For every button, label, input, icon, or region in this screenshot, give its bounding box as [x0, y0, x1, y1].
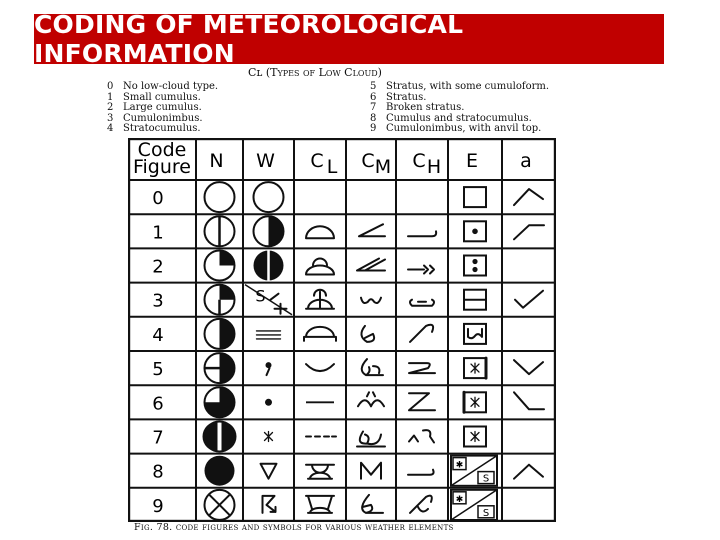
altocumulus-double-icon	[357, 432, 385, 447]
cloud-type-item	[107, 124, 218, 135]
sky-cover-icon	[205, 285, 235, 315]
ground-snow-icon	[471, 363, 479, 373]
ground-snow-cover-box	[451, 490, 497, 520]
weather-symbols-table	[128, 138, 556, 522]
page-title: CODING OF METEOROLOGICAL INFORMATION	[34, 10, 464, 68]
cumulus-stratocumulus-icon	[306, 465, 334, 479]
cloud-type-code: 5	[370, 81, 377, 92]
cirrostratus-partial-icon	[408, 470, 434, 475]
cloud-type-item	[107, 82, 218, 93]
altocumulus-bands-icon	[362, 359, 383, 375]
ground-snow-mark: ✱	[455, 494, 464, 505]
cumulonimbus-anvil-icon	[306, 496, 334, 513]
cloud-type-code: 4	[107, 123, 114, 135]
weather-partly-cloudy-fill	[269, 216, 284, 246]
code-number: 4	[152, 324, 164, 346]
snow-icon	[265, 432, 273, 442]
cloud-type-description: Large cumulus.	[123, 102, 202, 114]
cloud-type-description: Stratus, with some cumuloform.	[386, 81, 550, 92]
code-number: 5	[152, 359, 164, 381]
cirrus-filaments-icon	[408, 231, 436, 236]
cloud-type-item	[370, 124, 549, 135]
cumulonimbus-icon	[306, 290, 334, 309]
cloud-type-description: Broken stratus.	[386, 102, 465, 114]
drizzle-icon	[266, 362, 272, 368]
cloud-type-code: 9	[370, 123, 377, 135]
table-border	[129, 139, 555, 521]
cloud-type-description: Cumulus and stratocumulus.	[386, 112, 532, 124]
cloud-type-description: Cumulonimbus.	[123, 112, 203, 124]
sky-cover-icon	[203, 422, 237, 452]
stratocumulus-icon	[304, 327, 336, 341]
altocumulus-cumuliform-icon	[358, 392, 384, 406]
thunderstorm-icon	[263, 496, 276, 513]
cirrus-anvil-icon	[410, 300, 434, 306]
cirrus-hooked-icon	[410, 325, 433, 342]
cloud-type-code: 0	[107, 81, 114, 92]
cloud-type-code: 6	[370, 91, 377, 103]
column-header: C	[310, 150, 324, 172]
code-number: 9	[152, 495, 164, 517]
drizzle-tail-icon	[267, 368, 270, 375]
sky-cover-icon	[205, 216, 235, 246]
ground-glaze-icon	[468, 329, 482, 338]
altocumulus-thin-icon	[361, 298, 381, 303]
ground-state-icon	[464, 256, 486, 276]
cumulus-large-icon	[306, 259, 334, 275]
tendency-rising-falling-icon	[514, 189, 543, 205]
cloud-type-code: 7	[370, 102, 377, 114]
altostratus-thick-icon	[357, 259, 385, 271]
figure-caption: Fig. 78. code figures and symbols for various weather elements	[134, 522, 454, 533]
code-number: 2	[152, 256, 164, 278]
tendency-rising-then-falling-icon	[514, 465, 543, 479]
sky-cover-icon	[205, 319, 235, 349]
ground-snow-icon	[471, 432, 479, 442]
cloud-type-description: Small cumulus.	[123, 91, 201, 103]
stratus-cumuloform-icon	[306, 364, 334, 371]
column-header: N	[209, 150, 224, 172]
code-number: 7	[152, 427, 164, 449]
ground-wet-dot	[472, 267, 477, 272]
column-header-subscript: M	[374, 156, 392, 178]
code-number: 8	[152, 461, 164, 483]
fog-icon	[257, 331, 281, 339]
column-header: E	[465, 150, 479, 172]
altocumulus-chaotic-icon	[362, 495, 383, 513]
tendency-falling-rising-icon	[514, 360, 543, 374]
cirrus-dense-icon	[408, 266, 434, 274]
ground-sand-mark: S	[482, 473, 490, 485]
title-banner	[34, 10, 664, 68]
sandstorm-symbol: S	[255, 286, 266, 306]
symbol-table-svg	[128, 138, 556, 522]
column-header: C	[361, 150, 375, 172]
sky-overcast-icon	[205, 456, 235, 486]
code-number: 6	[152, 393, 164, 415]
cloud-type-description: No low-cloud type.	[123, 81, 219, 92]
cloud-type-code: 2	[107, 102, 114, 114]
cell-diagonal	[245, 285, 292, 315]
sky-clear-icon	[205, 182, 235, 212]
cloud-types-right-list	[370, 82, 549, 135]
tendency-rising-icon	[515, 291, 543, 308]
cumulus-small-icon	[306, 226, 334, 238]
cloud-types-heading: Cʟ (Types of Low Cloud)	[248, 66, 382, 79]
cloud-type-description: Cumulonimbus, with anvil top.	[386, 123, 542, 135]
weather-clear-icon	[254, 182, 284, 212]
cloud-type-code: 1	[107, 91, 114, 103]
ground-moist-dot	[472, 229, 478, 235]
cloud-types-left-list	[107, 82, 218, 135]
column-header: W	[256, 150, 275, 172]
tendency-falling-steady-icon	[514, 392, 544, 409]
sky-cover-icon	[205, 251, 235, 281]
shower-icon	[261, 464, 277, 479]
cirrostratus-low-icon	[409, 363, 435, 373]
column-header-subscript: H	[426, 156, 442, 178]
cloud-type-description: Stratocumulus.	[123, 123, 201, 135]
cloud-type-code: 8	[370, 112, 377, 124]
sandstorm-arrow-icon	[271, 294, 279, 300]
ground-state-icon	[464, 187, 486, 207]
altostratus-thin-icon	[359, 224, 385, 236]
ground-sand-mark: S	[482, 507, 490, 519]
sky-cover-icon	[205, 353, 235, 383]
column-header-figure: Figure	[132, 156, 192, 178]
ground-wet-dot	[472, 259, 477, 264]
ground-snow-cover-box	[451, 456, 497, 486]
cloud-type-item	[370, 82, 549, 93]
ground-snow-mark: ✱	[455, 460, 464, 471]
rain-icon	[265, 399, 272, 406]
cloud-type-code: 3	[107, 112, 114, 124]
code-number: 3	[152, 290, 164, 312]
cirrostratus-high-icon	[409, 393, 435, 410]
column-header-code: Code	[137, 139, 187, 161]
sky-cover-icon	[205, 387, 235, 417]
cloud-type-description: Stratus.	[386, 91, 427, 103]
code-number: 1	[152, 222, 164, 244]
ground-snow-icon	[471, 397, 479, 407]
tendency-rising-steady-icon	[514, 225, 544, 239]
column-header-subscript: L	[326, 156, 338, 178]
cirrocumulus-icon	[410, 496, 432, 513]
column-header: C	[412, 150, 426, 172]
sky-cover-icon	[205, 490, 235, 520]
cirrostratus-veil-icon	[409, 430, 434, 442]
altocumulus-patches-icon	[361, 326, 374, 342]
column-header: a	[520, 150, 532, 172]
altocumulus-castellanus-icon	[361, 463, 381, 479]
code-number: 0	[152, 188, 164, 210]
